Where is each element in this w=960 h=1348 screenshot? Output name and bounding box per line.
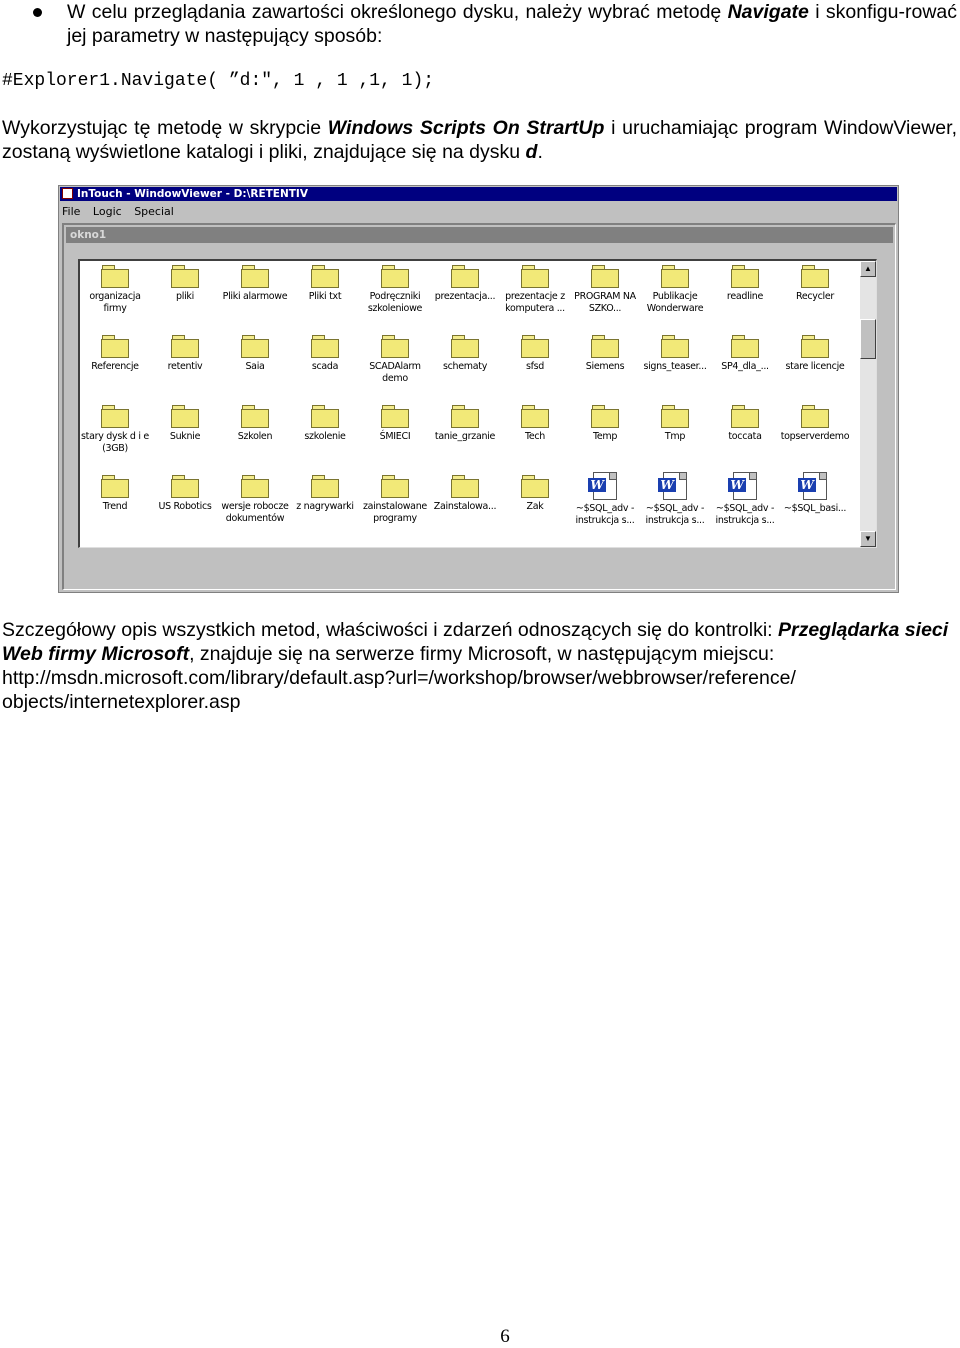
- folder-icon: [171, 335, 199, 357]
- para3-text-1: Szczegółowy opis wszystkich metod, właściwości i zdarzeń odnoszących się do kontrolki:: [2, 619, 778, 641]
- file-item-label: Podręczniki szkoleniowe: [367, 291, 423, 314]
- folder-icon: [591, 265, 619, 287]
- folder-icon: [171, 475, 199, 497]
- file-item[interactable]: [780, 405, 850, 443]
- file-item-label: sfsd: [525, 361, 545, 372]
- file-item[interactable]: [640, 265, 710, 315]
- code-line: #Explorer1.Navigate( ”d:", 1 , 1 ,1, 1);: [2, 71, 435, 91]
- scroll-down-button[interactable]: ▼: [860, 531, 876, 547]
- folder-icon: [731, 405, 759, 427]
- file-item[interactable]: [80, 265, 150, 315]
- folder-icon: [101, 335, 129, 357]
- file-item-label: ~$SQL_basi...: [783, 503, 847, 514]
- file-item-label: Referencje: [91, 361, 139, 372]
- file-item-label: Pliki alarmowe: [222, 291, 288, 302]
- file-item[interactable]: [500, 335, 570, 373]
- file-item-label: Siemens: [585, 361, 625, 372]
- file-item[interactable]: [780, 335, 850, 373]
- script-paragraph: [2, 116, 957, 164]
- file-item[interactable]: [640, 405, 710, 443]
- file-item-label: organizacja firmy: [89, 291, 141, 314]
- file-item-label: signs_teaser...: [643, 361, 707, 372]
- file-item[interactable]: [500, 265, 570, 315]
- file-item[interactable]: [220, 265, 290, 303]
- inner-window-title: okno1: [66, 227, 893, 243]
- file-item[interactable]: [150, 335, 220, 373]
- folder-icon: [801, 265, 829, 287]
- file-item-label: readline: [726, 291, 764, 302]
- file-item[interactable]: [430, 475, 500, 513]
- folder-icon: [731, 335, 759, 357]
- file-item-label: stary dysk d i e (3GB): [81, 431, 149, 454]
- word-logo-icon: W: [798, 478, 816, 492]
- file-item[interactable]: [710, 265, 780, 303]
- folder-icon: [311, 405, 339, 427]
- folder-icon: [451, 475, 479, 497]
- file-item[interactable]: [710, 405, 780, 443]
- file-item[interactable]: [290, 335, 360, 373]
- folder-icon: [101, 405, 129, 427]
- file-item[interactable]: [80, 475, 150, 513]
- scroll-up-button[interactable]: ▲: [860, 261, 876, 277]
- menu-bar: [62, 203, 183, 220]
- folder-icon: [661, 405, 689, 427]
- scroll-thumb[interactable]: [860, 319, 876, 359]
- file-item-label: pliki: [176, 291, 194, 302]
- folder-icon: [381, 265, 409, 287]
- para2-text-1: Wykorzystując tę metodę w skrypcie: [2, 117, 328, 139]
- file-item[interactable]: [80, 405, 150, 455]
- word-doc-icon: [590, 472, 617, 500]
- file-item-label: Suknie: [169, 431, 201, 442]
- para2-end: .: [537, 141, 543, 163]
- file-item[interactable]: [640, 335, 710, 373]
- file-item[interactable]: [360, 265, 430, 315]
- windowviewer-screenshot: [58, 185, 899, 593]
- control-name: Przeglądarka sieci Web firmy Microsoft: [2, 619, 949, 665]
- file-item-label: scada: [311, 361, 339, 372]
- file-item[interactable]: [430, 265, 500, 303]
- file-item-label: topserverdemo: [780, 431, 850, 442]
- file-item-label: stare licencje: [785, 361, 845, 372]
- file-item-label: Tech: [524, 431, 546, 442]
- file-item-label: SCADAlarm demo: [369, 361, 421, 384]
- file-item[interactable]: [290, 265, 360, 303]
- file-item-label: PROGRAM NA SZKO...: [574, 291, 636, 314]
- file-item-label: schematy: [442, 361, 488, 372]
- file-item-label: Temp: [592, 431, 618, 442]
- folder-icon: [521, 265, 549, 287]
- file-item-label: prezentacja...: [434, 291, 496, 302]
- file-item-label: zainstalowane programy: [363, 501, 427, 524]
- word-doc-icon: [730, 472, 757, 500]
- file-item-label: Szkolen: [237, 431, 273, 442]
- file-item-label: Recycler: [795, 291, 835, 302]
- folder-icon: [801, 335, 829, 357]
- folder-icon: [591, 405, 619, 427]
- file-item[interactable]: [360, 335, 430, 385]
- window-title: InTouch - WindowViewer - D:\RETENTIV: [77, 188, 308, 200]
- file-item[interactable]: [500, 475, 570, 513]
- file-item[interactable]: [360, 405, 430, 443]
- file-item[interactable]: [220, 335, 290, 373]
- folder-icon: [311, 475, 339, 497]
- word-doc-icon: [660, 472, 687, 500]
- drive-letter: d: [525, 141, 538, 163]
- folder-icon: [241, 335, 269, 357]
- details-paragraph: [2, 618, 957, 714]
- folder-icon: [521, 475, 549, 497]
- file-item-label: Pliki txt: [308, 291, 342, 302]
- file-item-label: tanie_grzanie: [434, 431, 496, 442]
- menu-file[interactable]: File: [62, 205, 81, 218]
- file-item[interactable]: [780, 265, 850, 303]
- folder-icon: [311, 265, 339, 287]
- file-item[interactable]: [430, 405, 500, 443]
- file-item[interactable]: [570, 405, 640, 443]
- file-item-label: prezentacje z komputera ...: [505, 291, 565, 314]
- para3-text-2: , znajduje się na serwerze firmy Microsoft, w następującym miejscu: http://msdn.microsoft.com/library/default.asp?url=/workshop/browser/webbrowser/reference/ objects/internetexplorer.asp: [2, 643, 796, 713]
- folder-icon: [521, 335, 549, 357]
- app-icon: [62, 188, 73, 199]
- file-item[interactable]: [570, 475, 640, 527]
- window-titlebar: [60, 187, 897, 201]
- file-item[interactable]: [150, 265, 220, 303]
- intro-text-1: W celu przeglądania zawartości określonego dysku, należy wybrać metodę: [67, 1, 728, 23]
- file-item-label: z nagrywarki: [296, 501, 354, 512]
- file-item[interactable]: [570, 265, 640, 315]
- file-item-label: ~$SQL_adv - instrukcja s...: [575, 503, 635, 526]
- vertical-scrollbar[interactable]: [860, 261, 876, 547]
- file-item[interactable]: [430, 335, 500, 373]
- menu-special[interactable]: Special: [134, 205, 174, 218]
- file-item-label: US Robotics: [158, 501, 212, 512]
- para2-text-2: i uruchamiając program WindowViewer, zostaną wyświetlone katalogi i pliki, znajdujące się na dysku: [2, 117, 957, 163]
- file-item-label: ~$SQL_adv - instrukcja s...: [645, 503, 705, 526]
- folder-icon: [311, 335, 339, 357]
- menu-logic[interactable]: Logic: [92, 205, 122, 218]
- file-item-label: wersje robocze dokumentów: [221, 501, 289, 524]
- file-item[interactable]: [220, 405, 290, 443]
- folder-icon: [241, 475, 269, 497]
- bullet-icon: [33, 8, 42, 17]
- file-item[interactable]: [220, 475, 290, 525]
- file-item-label: ~$SQL_adv - instrukcja s...: [715, 503, 775, 526]
- folder-icon: [731, 265, 759, 287]
- file-item[interactable]: [80, 335, 150, 373]
- file-item-label: retentiv: [167, 361, 203, 372]
- file-item[interactable]: [710, 475, 780, 527]
- file-item-label: Trend: [102, 501, 128, 512]
- file-item-label: Zak: [526, 501, 544, 512]
- file-item-label: Publikacje Wonderware: [646, 291, 704, 314]
- file-item[interactable]: [640, 475, 710, 527]
- intro-paragraph: [67, 0, 957, 48]
- folder-icon: [381, 335, 409, 357]
- intro-text-2: i skonfigu-rować jej parametry w następujący sposób:: [67, 1, 957, 47]
- folder-icon: [591, 335, 619, 357]
- folder-icon: [661, 265, 689, 287]
- folder-icon: [101, 265, 129, 287]
- folder-icon: [521, 405, 549, 427]
- file-item[interactable]: [150, 475, 220, 513]
- folder-icon: [801, 405, 829, 427]
- word-logo-icon: W: [658, 478, 676, 492]
- method-name: Navigate: [727, 1, 809, 23]
- word-logo-icon: W: [588, 478, 606, 492]
- file-item[interactable]: [150, 405, 220, 443]
- word-doc-icon: [800, 472, 827, 500]
- inner-window: [62, 223, 896, 590]
- folder-icon: [451, 265, 479, 287]
- folder-icon: [241, 265, 269, 287]
- file-item-label: Tmp: [664, 431, 686, 442]
- folder-icon: [171, 265, 199, 287]
- file-item-label: toccata: [728, 431, 762, 442]
- folder-icon: [241, 405, 269, 427]
- file-item[interactable]: [290, 405, 360, 443]
- folder-icon: [171, 405, 199, 427]
- file-item-label: ŚMIECI: [379, 431, 411, 442]
- folder-icon: [451, 405, 479, 427]
- word-logo-icon: W: [728, 478, 746, 492]
- file-item[interactable]: [710, 335, 780, 373]
- file-browser: [78, 259, 877, 548]
- file-item[interactable]: [570, 335, 640, 373]
- file-item[interactable]: [360, 475, 430, 525]
- script-name: Windows Scripts On StrartUp: [327, 117, 605, 139]
- file-item-label: SP4_dla_...: [721, 361, 769, 372]
- folder-icon: [661, 335, 689, 357]
- file-item[interactable]: [780, 475, 850, 515]
- file-item-label: szkolenie: [304, 431, 346, 442]
- file-item[interactable]: [500, 405, 570, 443]
- file-item-label: Saia: [245, 361, 265, 372]
- file-grid: [80, 261, 856, 547]
- file-item[interactable]: [290, 475, 360, 513]
- folder-icon: [381, 475, 409, 497]
- folder-icon: [451, 335, 479, 357]
- folder-icon: [381, 405, 409, 427]
- page-number: 6: [500, 1326, 510, 1347]
- folder-icon: [101, 475, 129, 497]
- file-item-label: Zainstalowa...: [433, 501, 497, 512]
